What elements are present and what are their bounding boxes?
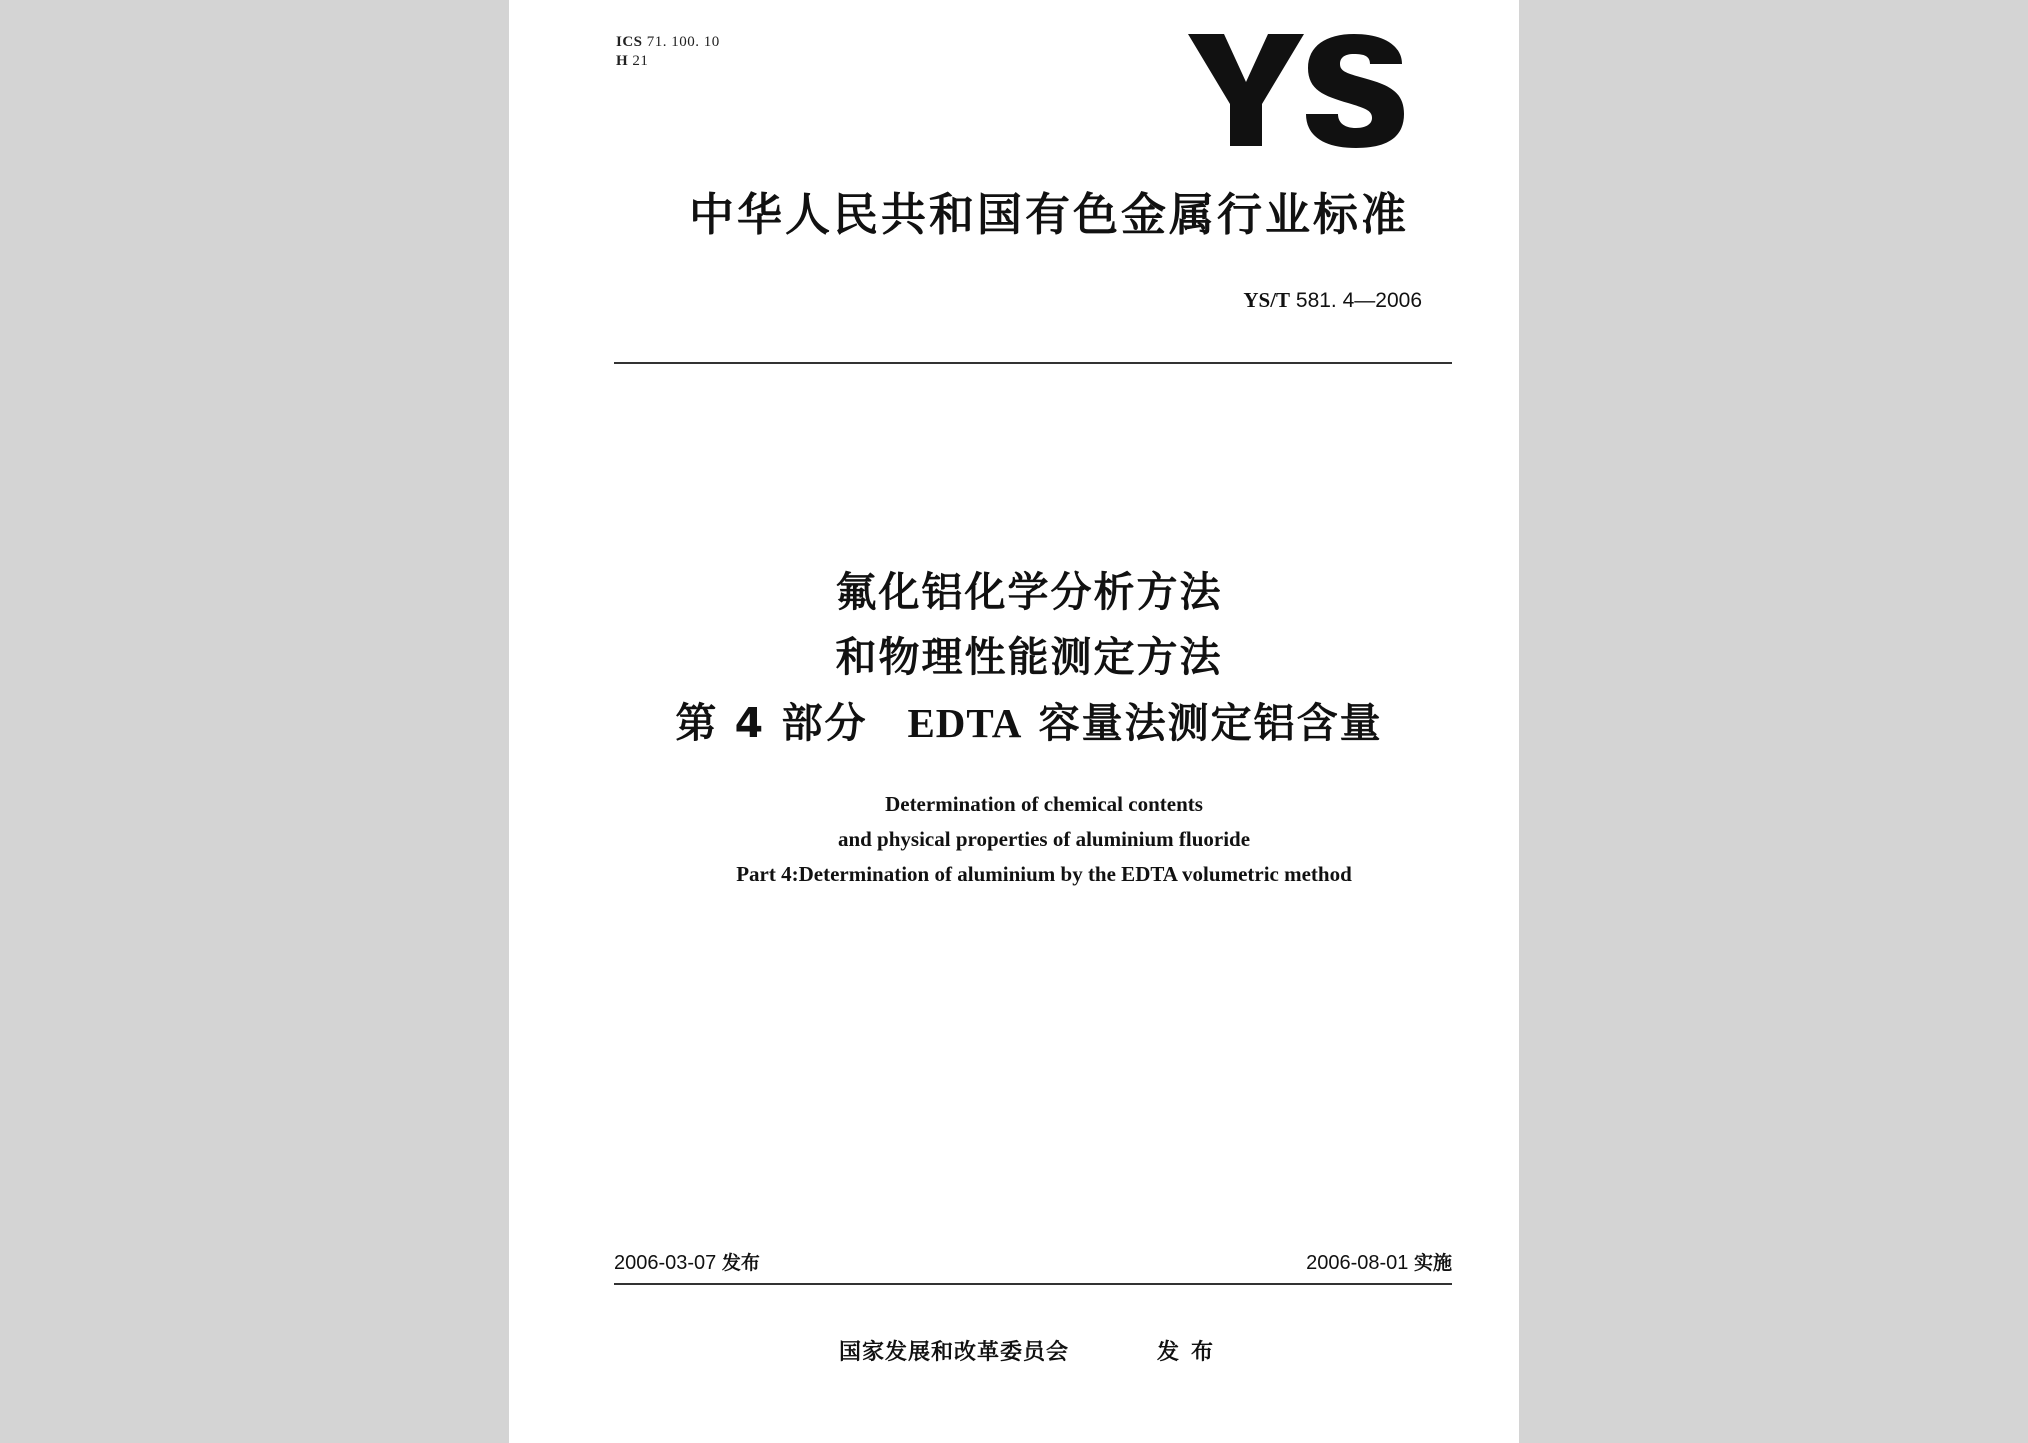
english-title-line-2: and physical properties of aluminium fluoride [837,827,1251,851]
organization-title: 中华人民共和国有色金属行业标准 [688,188,1409,241]
implementation-date-label: 实施 [1413,1252,1452,1274]
part-subject: 容量法测定铝含量 [1038,699,1383,747]
document-page [509,0,1519,1443]
standard-number [1243,287,1422,314]
implementation-date-value: 2006-08-01 [1306,1252,1409,1274]
ys-logo [1188,34,1404,154]
implementation-date [1306,1250,1452,1276]
top-divider [614,362,1452,364]
english-title-line-1: Determination of chemical contents [885,792,1203,816]
chinese-title-line-1: 氟化铝化学分析方法 [835,568,1223,616]
issue-date-label: 发布 [721,1252,760,1274]
chinese-title-line-2: 和物理性能测定方法 [835,633,1223,681]
bottom-divider [614,1283,1452,1285]
standard-value: 581. 4—2006 [1295,289,1422,312]
ics-label: ICS [616,34,643,50]
ccs-label: H [616,53,629,69]
ics-value: 71. 100. 10 [646,34,720,50]
ccs-code [616,53,648,70]
standard-prefix: YS/T [1243,288,1291,312]
english-title-line-3: Part 4:Determination of aluminium by the EDTA volumetric method [736,862,1352,886]
issue-date-value: 2006-03-07 [614,1252,717,1274]
chinese-title-line-3 [509,697,1519,749]
ccs-value: 21 [632,53,649,69]
publisher-name: 国家发展和改革委员会 [839,1340,1070,1365]
part-number: 第 4 部分 [675,699,868,747]
issue-date [614,1250,760,1276]
ics-code [616,34,720,51]
edta-text: EDTA [907,700,1023,746]
publish-label: 发布 [1157,1340,1226,1365]
